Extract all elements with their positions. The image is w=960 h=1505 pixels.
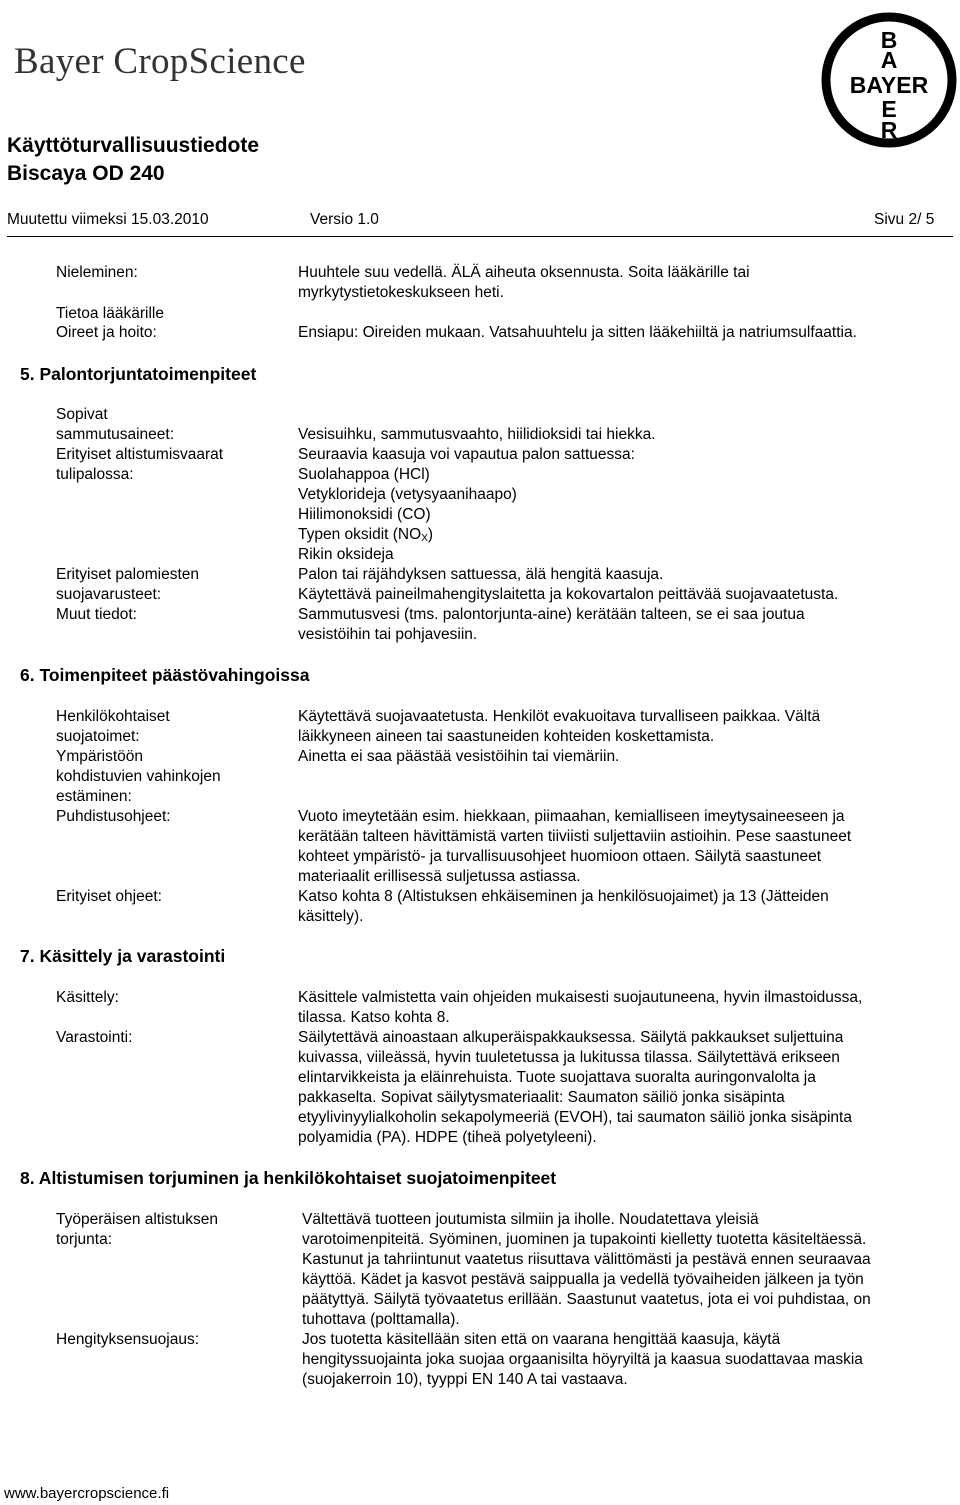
s7-label: Varastointi:	[56, 1029, 133, 1046]
s5-value: Käytettävä paineilmahengityslaitetta ja kokovartalon peittävää suojavaatetusta.	[298, 586, 839, 603]
bayer-cross-logo	[818, 4, 960, 154]
value-ingestion-2: myrkytystietokeskukseen heti.	[298, 284, 504, 301]
header-divider	[7, 236, 953, 237]
s5-label: sammutusaineet:	[56, 426, 175, 443]
s5-value-nox: Typen oksidit $(NO_X)$	[298, 526, 434, 544]
logo-letter-r: R	[880, 117, 898, 143]
s8-value: tuhottava (polttamalla).	[302, 1311, 460, 1328]
section-8-heading: 8. Altistumisen torjuminen ja henkilökohtaiset suojatoimenpiteet	[20, 1168, 557, 1188]
s6-value: kerätään talteen hävittämistä varten tiiviisti suljettaviin astioihin. Pese saastuneet	[298, 828, 852, 845]
s8-label: torjunta:	[56, 1231, 113, 1248]
section-6-heading: 6. Toimenpiteet päästövahingoissa	[20, 665, 310, 685]
s5-label: suojavarusteet:	[56, 586, 162, 603]
s6-value: läikkyneen aineen tai saastuneiden kohteiden koskettamista.	[298, 728, 715, 745]
s8-value: Kastunut ja tahriintunut vaatetus riisuttava välittömästi ja pestävä ennen seuraavaa	[302, 1251, 871, 1268]
label-ingestion: Nieleminen:	[56, 264, 138, 281]
s6-label: Henkilökohtaiset	[56, 708, 170, 725]
s8-value: Jos tuotetta käsitellään siten että on vaarana hengittää kaasuja, käytä	[302, 1331, 781, 1348]
s8-label: Hengityksensuojaus:	[56, 1331, 200, 1348]
brand-wordmark: Bayer CropScience	[14, 41, 306, 82]
s7-value: etyylivinyylialkoholin sekapolymeeriä (EVOH), tai saumaton säiliö jonka sisäpinta	[298, 1109, 852, 1126]
s5-value: Hiilimonoksidi (CO)	[298, 506, 431, 523]
page-number: Sivu 2/ 5	[874, 211, 935, 228]
s5-value: Rikin oksideja	[298, 546, 394, 563]
label-symptoms: Oireet ja hoito:	[56, 324, 157, 341]
s5-label: Erityiset altistumisvaarat	[56, 446, 224, 463]
logo-letter-e: E	[881, 96, 897, 122]
s6-value: Ainetta ei saa päästää vesistöihin tai viemäriin.	[298, 748, 620, 765]
footer-website-link[interactable]: www.bayercropscience.fi	[4, 1485, 170, 1502]
s7-value: Käsittele valmistetta vain ohjeiden mukaisesti suojautuneena, hyvin ilmastoidussa,	[298, 989, 863, 1006]
section-7-heading: 7. Käsittely ja varastointi	[20, 946, 226, 966]
logo-bayer: BAYER	[849, 72, 929, 98]
s7-value: Säilytettävä ainoastaan alkuperäispakkauksessa. Säilytä pakkaukset suljettuina	[298, 1029, 844, 1046]
s6-label: Ympäristöön	[56, 748, 144, 765]
s6-label: Puhdistusohjeet:	[56, 808, 171, 825]
s8-value: varotoimenpiteitä. Syöminen, juominen ja tupakointi kielletty tuotetta käsiteltäessä.	[302, 1231, 867, 1248]
s7-value: polyamidia (PA). HDPE (tiheä polyetyleeni).	[298, 1129, 597, 1146]
label-doctor-info: Tietoa lääkärille	[56, 305, 164, 322]
value-ingestion-1: Huuhtele suu vedellä. ÄLÄ aiheuta oksennusta. Soita lääkärille tai	[298, 264, 750, 281]
s5-value: Vetykloridеja (vetysyaanihaapo)	[298, 486, 517, 503]
s5-value: Suolahappoa (HCl)	[298, 466, 430, 483]
s7-label: Käsittely:	[56, 989, 119, 1006]
s5-label: Erityiset palomiesten	[56, 566, 200, 583]
s6-label: suojatoimet:	[56, 728, 140, 745]
s6-label: kohdistuvien vahinkojen	[56, 768, 221, 785]
s8-value: käyttöä. Kädet ja kasvot pestävä saippualla ja vedellä työvaiheiden jälkeen ja työn	[302, 1271, 864, 1288]
s5-value: Sammutusvesi (tms. palontorjunta-aine) kerätään talteen, se ei saa joutua	[298, 606, 805, 623]
s5-value: vesistöihin tai pohjavesiin.	[298, 626, 478, 643]
s5-label: Sopivat	[56, 406, 108, 423]
logo-letter-a: A	[880, 47, 898, 73]
s6-value: Katso kohta 8 (Altistuksen ehkäiseminen ja henkilösuojaimet) ja 13 (Jätteiden	[298, 888, 829, 905]
s5-value: Seuraavia kaasuja voi vapautua palon sattuessa:	[298, 446, 635, 463]
version: Versio 1.0	[310, 211, 379, 228]
s8-value: Vältettävä tuotteen joutumista silmiin ja iholle. Noudatettava yleisiä	[302, 1211, 759, 1228]
s7-value: tilassa. Katso kohta 8.	[298, 1009, 450, 1026]
s6-value: materiaalit erillisessä suljetussa astiassa.	[298, 868, 581, 885]
s6-label: Erityiset ohjeet:	[56, 888, 162, 905]
s7-value: kuivassa, viileässä, hyvin tuuletetussa ja lukitussa tilassa. Säilytettävä erikseen	[298, 1049, 840, 1066]
value-first-aid: Ensiapu: Oireiden mukaan. Vatsahuuhtelu ja sitten lääkehiiltä ja natriumsulfaattia.	[298, 324, 857, 341]
s8-label: Työperäisen altistuksen	[56, 1211, 218, 1228]
s5-value: Vesisuihku, sammutusvaahto, hiilidioksidi tai hiekka.	[298, 426, 656, 443]
product-name: Biscaya OD 240	[7, 162, 165, 185]
s8-value: päätyttyä. Säilytä työvaatetus erillään. Saastunut vaatetus, jota ei voi puhdistaa, on	[302, 1291, 871, 1308]
s6-value: Vuoto imeytetään esim. hiekkaan, piimaahan, kemialliseen imeytysaineeseen ja	[298, 808, 845, 825]
s8-value: (suojakerroin 10), tyyppi EN 140 A tai vastaava.	[302, 1371, 628, 1388]
s6-value: käsittely).	[298, 908, 364, 925]
s5-value: Palon tai räjähdyksen sattuessa, älä hengitä kaasuja.	[298, 566, 664, 583]
s8-value: hengityssuojainta joka suojaa orgaanisilta höyryiltä ja kaasua suodattavaa maskia	[302, 1351, 863, 1368]
document-title: Käyttöturvallisuustiedote	[7, 134, 260, 157]
s5-label: Muut tiedot:	[56, 606, 137, 623]
s6-value: Käytettävä suojavaatetusta. Henkilöt evakuoitava turvalliseen paikkaa. Vältä	[298, 708, 821, 725]
logo-letter-b: B	[880, 27, 898, 53]
section-5-heading: 5. Palontorjuntatoimenpiteet	[20, 364, 257, 384]
s7-value: elintarvikkeista ja eläinrehuista. Tuote suojattava suoralta auringonvalolta ja	[298, 1069, 816, 1086]
s7-value: pakkaselta. Sopivat säilytysmateriaalit: Saumaton säiliö jonka sisäpinta	[298, 1089, 785, 1106]
s5-label: tulipalossa:	[56, 466, 134, 483]
s6-value: kohteet ympäristö- ja turvallisuusohjeet huomioon ottaen. Säilytä saastuneet	[298, 848, 821, 865]
s6-label: estäminen:	[56, 788, 132, 805]
modified-date: Muutettu viimeksi 15.03.2010	[7, 211, 209, 228]
